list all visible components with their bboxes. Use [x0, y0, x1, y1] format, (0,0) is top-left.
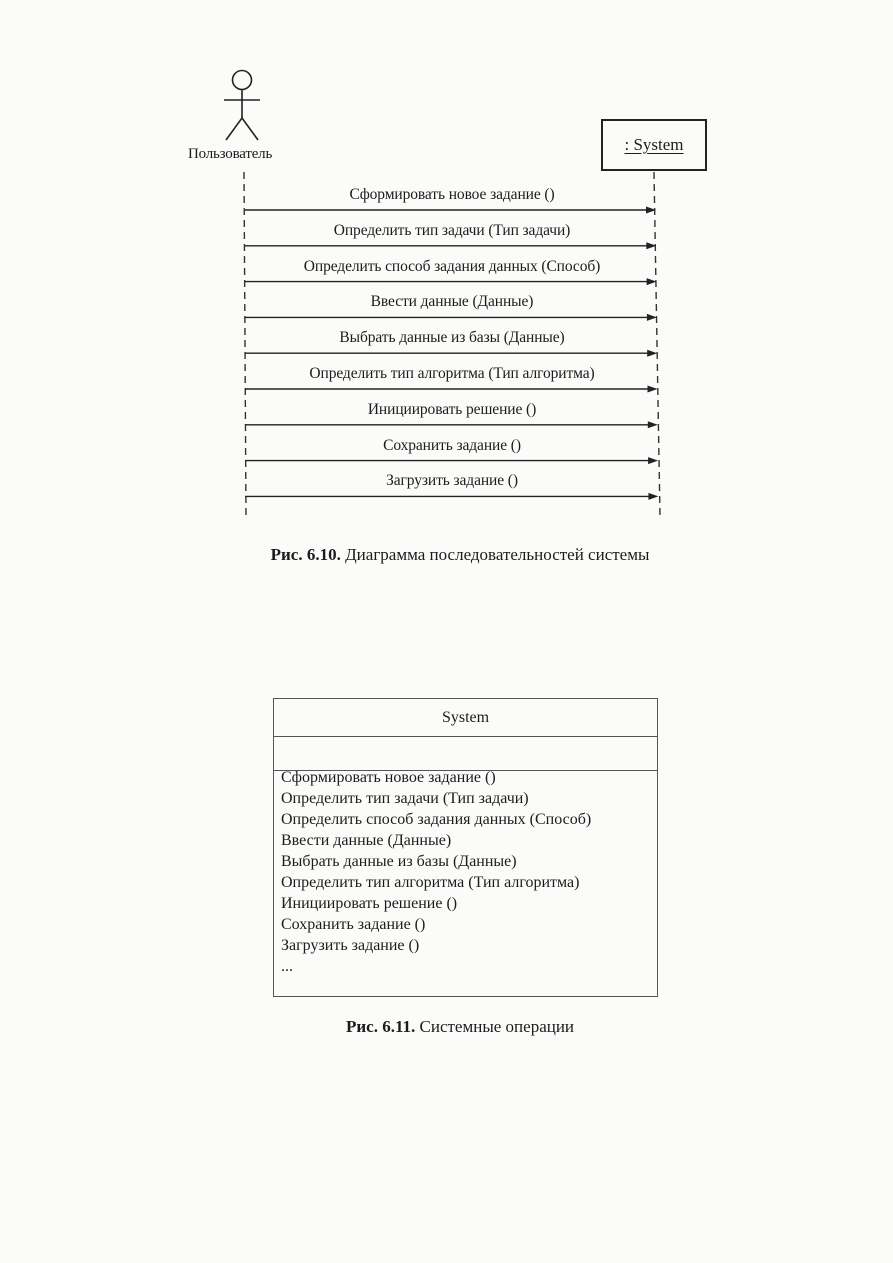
figure-610-caption-text: Диаграмма последовательностей системы — [340, 545, 650, 564]
message-label: Загрузить задание () — [386, 472, 518, 490]
actor-head — [233, 71, 252, 90]
message-label: Сформировать новое задание () — [349, 186, 555, 203]
figure-610-caption-number: Рис. 6.10. — [270, 545, 341, 564]
actor-icon — [224, 71, 260, 141]
class-operation: Определить способ задания данных (Способ) — [281, 811, 592, 828]
class-operation: Сохранить задание () — [281, 916, 426, 933]
system-lifeline-box — [601, 119, 707, 171]
message-arrowhead — [647, 314, 657, 321]
class-operation: Ввести данные (Данные) — [281, 832, 452, 849]
message-arrowhead — [648, 457, 658, 464]
class-operations-compartment — [281, 767, 653, 977]
message-label: Определить тип задачи (Тип задачи) — [333, 221, 571, 239]
class-operation: Инициировать решение () — [281, 895, 458, 912]
class-operation: Определить тип задачи (Тип задачи) — [281, 790, 529, 807]
class-operation: Определить тип алгоритма (Тип алгоритма) — [281, 874, 580, 891]
message-label: Определить способ задания данных (Способ) — [303, 257, 601, 275]
class-operation: Выбрать данные из базы (Данные) — [281, 853, 517, 870]
class-operation: ... — [281, 958, 293, 975]
figure-611-caption-text: Системные операции — [415, 1017, 575, 1036]
actor-leg-left — [226, 118, 242, 140]
actor-label: Пользователь — [188, 146, 273, 162]
message-label: Сохранить задание () — [383, 436, 521, 454]
system-class-box — [273, 698, 658, 997]
message-arrowhead — [648, 386, 658, 393]
class-attributes-compartment — [274, 737, 657, 771]
sequence-diagram — [0, 0, 893, 564]
message-arrows — [245, 207, 658, 500]
message-arrowhead — [648, 421, 658, 428]
system-lifeline-label: : System — [624, 135, 684, 154]
message-label: Выбрать данные из базы (Данные) — [339, 329, 565, 347]
message-label: Ввести данные (Данные) — [370, 293, 534, 311]
class-operation: Загрузить задание () — [281, 937, 420, 954]
message-label: Определить тип алгоритма (Тип алгоритма) — [309, 365, 595, 382]
figure-611-caption — [240, 1017, 680, 1037]
actor-leg-right — [242, 118, 258, 140]
figure-611-caption-number: Рис. 6.11. — [345, 1017, 416, 1036]
message-arrowhead — [647, 278, 657, 285]
figure-610-caption — [180, 545, 740, 565]
class-name-compartment — [274, 699, 657, 737]
message-label: Инициировать решение () — [367, 400, 537, 418]
message-arrowhead — [647, 350, 657, 357]
class-name: System — [441, 708, 490, 726]
message-arrowhead — [648, 493, 658, 500]
class-operation: Сформировать новое задание () — [281, 769, 496, 786]
